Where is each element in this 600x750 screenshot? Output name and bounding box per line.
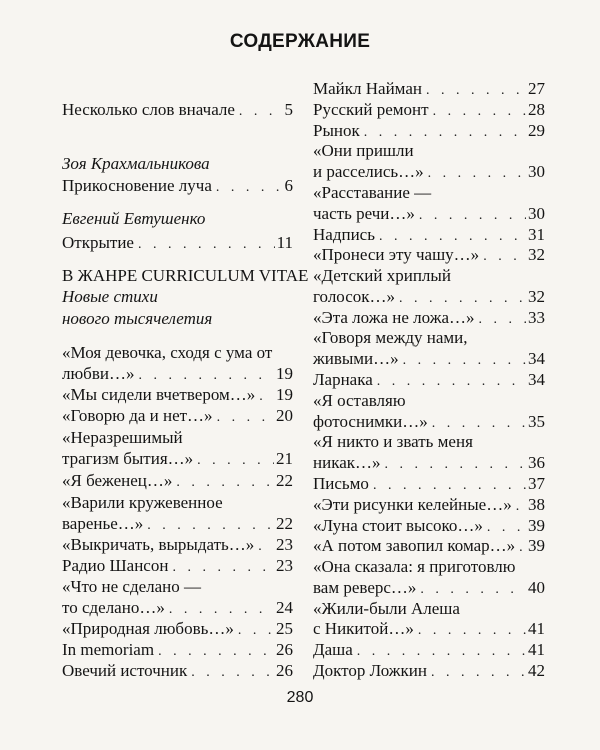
- toc-entry: [62, 99, 293, 121]
- toc-entry-page: 28: [528, 100, 545, 119]
- toc-entry: [313, 535, 545, 557]
- toc-entry: [313, 120, 545, 142]
- toc-entry-page: 42: [528, 661, 545, 680]
- toc-entry-page: 19: [276, 364, 293, 383]
- toc-entry-title: «Пронеси эту чашу…»: [313, 245, 480, 264]
- dot-leader: [216, 177, 283, 199]
- dot-leader: [138, 234, 275, 256]
- toc-entry-page: 30: [528, 204, 545, 223]
- toc-entry-title: Надпись: [313, 225, 375, 244]
- toc-entry-page: 20: [276, 406, 293, 425]
- toc-entry-title: «Выкричать, вырыдать…»: [62, 535, 255, 554]
- toc-title-line: «Жили-были Алеша: [313, 599, 460, 618]
- toc-entry-title: то сделано…»: [62, 598, 165, 617]
- toc-entry-title: «Природная любовь…»: [62, 619, 234, 638]
- toc-entry: [62, 363, 293, 385]
- toc-entry-page: 11: [276, 233, 293, 252]
- toc-entry-page: 33: [528, 308, 545, 327]
- dot-leader: [431, 662, 526, 684]
- toc-entry-title: Овечий источник: [62, 661, 188, 680]
- toc-entry-title: «Эти рисунки келейные…»: [313, 495, 512, 514]
- toc-title-line: «Что не сделано —: [62, 577, 202, 596]
- toc-entry-page: 6: [284, 176, 293, 195]
- toc-entry: [313, 224, 545, 246]
- toc-entry-page: 37: [528, 474, 545, 493]
- toc-entry: [313, 452, 545, 474]
- toc-entry: [62, 405, 293, 427]
- toc-entry-page: 34: [528, 349, 545, 368]
- toc-entry: [313, 618, 545, 640]
- page-number: 280: [286, 689, 314, 706]
- toc-entry-page: 41: [528, 619, 545, 638]
- toc-entry: [313, 244, 545, 266]
- toc-title-line: «Неразрешимый: [62, 428, 183, 447]
- toc-title-line: «Расставание —: [313, 183, 432, 202]
- toc-entry-title: любви…»: [62, 364, 135, 383]
- toc-entry: [62, 384, 293, 406]
- toc-entry-title: Рынок: [313, 121, 360, 140]
- toc-entry: [313, 78, 545, 100]
- toc-entry-title: фотоснимки…»: [313, 412, 428, 431]
- toc-entry: [313, 515, 545, 537]
- toc-title-line: В ЖАНРЕ CURRICULUM VITAE: [62, 266, 309, 285]
- toc-entry-page: 41: [528, 640, 545, 659]
- toc-title-line: «Моя девочка, сходя с ума от: [62, 343, 273, 362]
- toc-section-subtitle: нового тысячелетия: [62, 309, 213, 328]
- toc-entry-title: с Никитой…»: [313, 619, 414, 638]
- toc-author: Зоя Крахмальникова: [62, 154, 210, 173]
- toc-entry: [62, 470, 293, 492]
- dot-leader: [239, 101, 283, 123]
- toc-entry: [62, 660, 293, 682]
- toc-title-line: «Говоря между нами,: [313, 328, 468, 347]
- toc-entry: [313, 369, 545, 391]
- toc-entry-title: Майкл Найман: [313, 79, 422, 98]
- toc-entry-page: 36: [528, 453, 545, 472]
- toc-title-line: «Она сказала: я приготовлю: [313, 557, 516, 576]
- toc-entry-title: «А потом завопил комар…»: [313, 536, 516, 555]
- toc-entry-title: голосок…»: [313, 287, 396, 306]
- toc-entry: [62, 232, 293, 254]
- toc-entry-title: «Я беженец…»: [62, 471, 173, 490]
- toc-entry: [313, 161, 545, 183]
- toc-entry-title: Ларнака: [313, 370, 373, 389]
- toc-entry: [62, 618, 293, 640]
- toc-entry-title: «Луна стоит высоко…»: [313, 516, 483, 535]
- toc-entry-title: Письмо: [313, 474, 369, 493]
- toc-entry: [62, 534, 293, 556]
- toc-entry: [313, 99, 545, 121]
- toc-entry-page: 22: [276, 514, 293, 533]
- toc-entry-title: «Эта ложа не ложа…»: [313, 308, 475, 327]
- toc-entry-page: 5: [284, 100, 293, 119]
- toc-entry-page: 39: [528, 516, 545, 535]
- toc-author: Евгений Евтушенко: [62, 209, 206, 228]
- toc-entry-title: «Говорю да и нет…»: [62, 406, 213, 425]
- toc-entry: [62, 639, 293, 661]
- toc-entry-title: никак…»: [313, 453, 381, 472]
- toc-entry-page: 29: [528, 121, 545, 140]
- dot-leader: [217, 407, 274, 429]
- page-title: СОДЕРЖАНИЕ: [229, 31, 371, 52]
- dot-leader: [191, 662, 274, 684]
- toc-entry-title: Прикосновение луча: [62, 176, 212, 195]
- toc-entry: [313, 307, 545, 329]
- toc-title-line: «Варили кружевенное: [62, 493, 223, 512]
- toc-title-line: «Они пришли: [313, 141, 414, 160]
- toc-entry-title: варенье…»: [62, 514, 144, 533]
- toc-entry-page: 31: [528, 225, 545, 244]
- toc-entry-title: Русский ремонт: [313, 100, 429, 119]
- toc-entry-page: 34: [528, 370, 545, 389]
- toc-entry-title: Несколько слов вначале: [62, 100, 235, 119]
- toc-entry-page: 27: [528, 79, 545, 98]
- toc-entry-page: 32: [528, 287, 545, 306]
- toc-entry-page: 24: [276, 598, 293, 617]
- toc-entry-page: 35: [528, 412, 545, 431]
- toc-entry-page: 25: [276, 619, 293, 638]
- toc-entry-page: 23: [276, 535, 293, 554]
- toc-entry-title: вам реверс…»: [313, 578, 417, 597]
- dot-leader: [197, 450, 274, 472]
- toc-entry-page: 19: [276, 385, 293, 404]
- toc-entry-title: Открытие: [62, 233, 134, 252]
- toc-entry: [62, 597, 293, 619]
- toc-entry: [313, 286, 545, 308]
- toc-entry-title: In memoriam: [62, 640, 155, 659]
- toc-entry-page: 30: [528, 162, 545, 181]
- toc-entry-page: 23: [276, 556, 293, 575]
- toc-entry: [313, 660, 545, 682]
- toc-entry-page: 39: [528, 536, 545, 555]
- toc-entry: [313, 494, 545, 516]
- toc-entry-title: часть речи…»: [313, 204, 415, 223]
- toc-entry-page: 26: [276, 661, 293, 680]
- toc-entry-page: 26: [276, 640, 293, 659]
- toc-entry-title: трагизм бытия…»: [62, 449, 194, 468]
- dot-leader: [176, 472, 274, 494]
- toc-title-line: «Я оставляю: [313, 391, 406, 410]
- toc-title-line: «Детский хриплый: [313, 266, 451, 285]
- toc-entry: [62, 555, 293, 577]
- toc-entry: [62, 448, 293, 470]
- toc-entry-page: 40: [528, 578, 545, 597]
- toc-entry-page: 22: [276, 471, 293, 490]
- toc-entry: [313, 411, 545, 433]
- toc-entry-title: «Мы сидели вчетвером…»: [62, 385, 256, 404]
- toc-entry-title: и расселись…»: [313, 162, 424, 181]
- toc-section-subtitle: Новые стихи: [62, 287, 158, 306]
- toc-entry-title: Радио Шансон: [62, 556, 169, 575]
- toc-entry-page: 38: [528, 495, 545, 514]
- toc-entry-page: 21: [276, 449, 293, 468]
- toc-entry: [313, 348, 545, 370]
- toc-entry: [313, 577, 545, 599]
- toc-entry: [313, 203, 545, 225]
- toc-entry: [313, 639, 545, 661]
- toc-entry-title: Доктор Ложкин: [313, 661, 427, 680]
- toc-entry: [62, 175, 293, 197]
- toc-title-line: «Я никто и звать меня: [313, 432, 473, 451]
- toc-entry: [313, 473, 545, 495]
- toc-entry-title: живыми…»: [313, 349, 399, 368]
- toc-entry-title: Даша: [313, 640, 353, 659]
- toc-entry: [62, 513, 293, 535]
- toc-entry-page: 32: [528, 245, 545, 264]
